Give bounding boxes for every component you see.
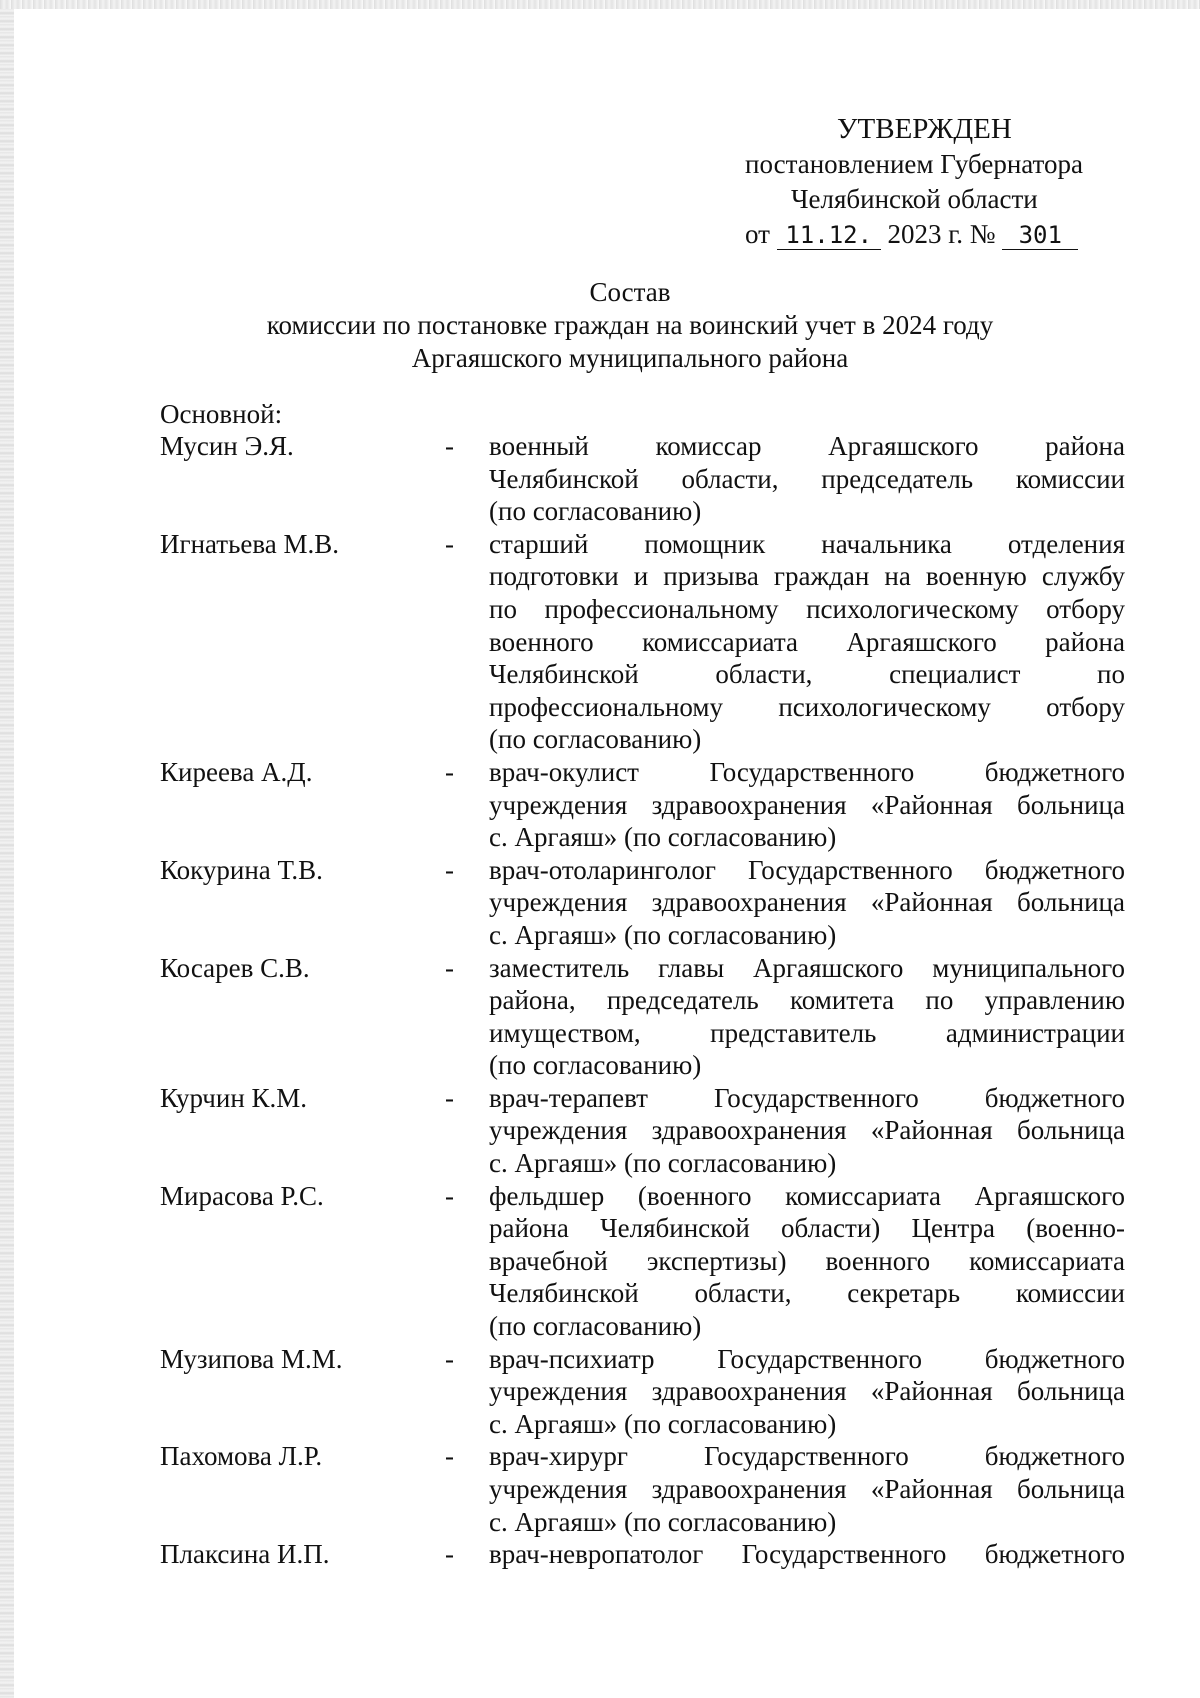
member-role	[489, 1343, 1125, 1441]
approval-year-text: 2023 г. №	[887, 219, 996, 249]
member-dash: -	[445, 528, 454, 559]
member-role-line: Челябинской области, секретарь комиссии	[489, 1278, 1125, 1309]
member-role	[489, 1082, 1125, 1180]
member-role-line: учреждения здравоохранения «Районная больница	[489, 1115, 1125, 1146]
member-role-line: подготовки и призыва граждан на военную службу	[489, 561, 1125, 592]
member-role-line: учреждения здравоохранения «Районная больница	[489, 887, 1125, 918]
member-row	[160, 952, 1125, 1082]
member-role-line: Челябинской области, специалист по	[489, 659, 1125, 690]
approval-number-field: 301	[1002, 221, 1078, 250]
member-role-line: врач-окулист Государственного бюджетного	[489, 756, 1125, 787]
approval-region: Челябинской области	[791, 184, 1038, 214]
member-role-line: врач-психиатр Государственного бюджетного	[489, 1343, 1125, 1374]
member-role-line: (по согласованию)	[489, 496, 702, 527]
member-role-line: с. Аргаяш» (по согласованию)	[489, 822, 837, 853]
member-dash: -	[445, 756, 454, 787]
member-role-line: по профессиональному психологическому отбору	[489, 593, 1125, 624]
member-name: Музипова М.М.	[160, 1343, 343, 1374]
member-role-line: заместитель главы Аргаяшского муниципального	[489, 952, 1125, 983]
member-role	[489, 1180, 1125, 1343]
member-dash: -	[445, 1343, 454, 1374]
member-role-line: с. Аргаяш» (по согласованию)	[489, 1408, 837, 1439]
member-name: Пахомова Л.Р.	[160, 1441, 323, 1472]
member-role-line: с. Аргаяш» (по согласованию)	[489, 1148, 837, 1179]
member-name: Киреева А.Д.	[160, 756, 313, 787]
approval-date-line	[745, 217, 1125, 252]
member-name: Курчин К.М.	[160, 1082, 308, 1113]
member-role-line: района, председатель комитета по управлению	[489, 985, 1125, 1016]
member-role	[489, 952, 1125, 1082]
member-role-line: учреждения здравоохранения «Районная больница	[489, 1376, 1125, 1407]
member-role-line: учреждения здравоохранения «Районная больница	[489, 1474, 1125, 1504]
scan-edge-left	[0, 0, 14, 1698]
approval-block	[745, 112, 1125, 252]
member-row	[160, 528, 1125, 756]
member-role-line: профессиональному психологическому отбору	[489, 691, 1125, 722]
scan-edge-top	[0, 0, 1200, 9]
member-dash: -	[445, 1441, 454, 1472]
member-row	[160, 756, 1125, 854]
approval-title: УТВЕРЖДЕН	[837, 113, 1012, 145]
section-label-main: Основной:	[160, 399, 283, 429]
member-role	[489, 1440, 1125, 1538]
member-row	[160, 1180, 1125, 1343]
member-row	[160, 1440, 1125, 1538]
member-role-line: с. Аргаяш» (по согласованию)	[489, 919, 837, 950]
member-role	[489, 854, 1125, 952]
heading-line-2: комиссии по постановке граждан на воинский учет в 2024 году	[266, 310, 994, 340]
member-name: Мирасова Р.С.	[160, 1180, 324, 1211]
member-dash: -	[445, 1180, 454, 1211]
member-role-line: учреждения здравоохранения «Районная больница	[489, 789, 1125, 820]
member-name: Плаксина И.П.	[160, 1539, 330, 1570]
member-row	[160, 430, 1125, 528]
member-row	[160, 1082, 1125, 1180]
approval-date-prefix: от	[745, 219, 770, 249]
member-role-line: (по согласованию)	[489, 1311, 702, 1342]
member-dash: -	[445, 431, 454, 461]
member-row	[160, 854, 1125, 952]
member-role-line: старший помощник начальника отделения	[489, 528, 1125, 559]
member-dash: -	[445, 952, 454, 983]
member-row	[160, 1538, 1125, 1571]
members-list	[160, 430, 1125, 1571]
member-role-line: района Челябинской области) Центра (военно-	[489, 1213, 1125, 1244]
member-name: Игнатьева М.В.	[160, 528, 340, 559]
member-role	[489, 1538, 1125, 1571]
member-role-line: врач-терапевт Государственного бюджетного	[489, 1082, 1125, 1113]
heading-line-3: Аргаяшского муниципального района	[411, 343, 849, 373]
member-name: Косарев С.В.	[160, 952, 310, 983]
approval-date-field: 11.12.	[777, 221, 881, 250]
member-role-line: имуществом, представитель администрации	[489, 1017, 1125, 1048]
member-role-line: военный комиссар Аргаяшского района	[489, 431, 1125, 461]
member-role-line: врачебной экспертизы) военного комиссариата	[489, 1245, 1125, 1276]
member-role	[489, 528, 1125, 756]
member-role-line: врач-невропатолог Государственного бюджетного	[489, 1539, 1125, 1570]
member-role-line: Челябинской области, председатель комиссии	[489, 463, 1125, 494]
member-dash: -	[445, 1082, 454, 1113]
member-role	[489, 430, 1125, 528]
member-name: Кокурина Т.В.	[160, 854, 323, 885]
member-role-line: (по согласованию)	[489, 724, 702, 755]
member-dash: -	[445, 1539, 454, 1570]
member-role-line: с. Аргаяш» (по согласованию)	[489, 1506, 837, 1537]
member-dash: -	[445, 854, 454, 885]
document-heading	[160, 276, 1100, 375]
approval-decree: постановлением Губернатора	[745, 149, 1083, 179]
member-role	[489, 756, 1125, 854]
heading-line-1: Состав	[589, 277, 671, 307]
member-row	[160, 1343, 1125, 1441]
member-name: Мусин Э.Я.	[160, 431, 294, 461]
member-role-line: фельдшер (военного комиссариата Аргаяшского	[489, 1180, 1125, 1211]
member-role-line: военного комиссариата Аргаяшского района	[489, 626, 1125, 657]
member-role-line: врач-отоларинголог Государственного бюджетного	[489, 854, 1125, 885]
member-role-line: врач-хирург Государственного бюджетного	[489, 1441, 1125, 1472]
member-role-line: (по согласованию)	[489, 1050, 702, 1081]
